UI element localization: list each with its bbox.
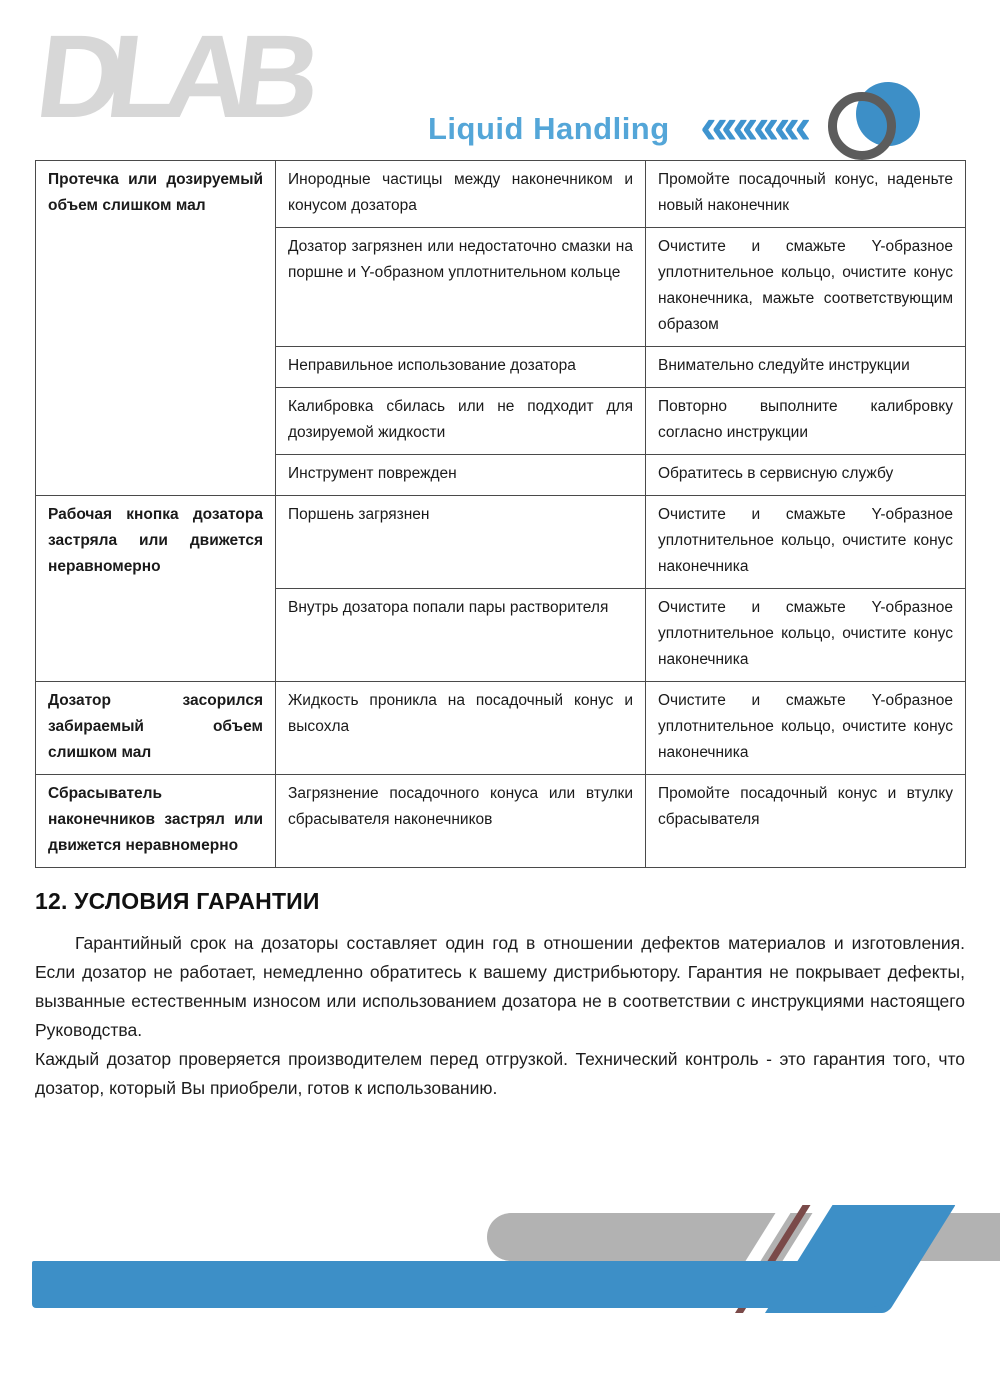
cause-cell: Инструмент поврежден [276, 455, 646, 496]
cause-cell: Загрязнение посадочного конуса или втулки сбрасывателя наконечников [276, 775, 646, 868]
ring-logo-icon [828, 78, 938, 162]
remedy-cell: Очистите и смажьте Y-образное уплотнительное кольцо, очистите конус наконечника, мажьте соответствующим образом [646, 228, 966, 347]
remedy-cell: Повторно выполните калибровку согласно инструкции [646, 388, 966, 455]
remedy-cell: Очистите и смажьте Y-образное уплотнительное кольцо, очистите конус наконечника [646, 496, 966, 589]
warranty-paragraph-1: Гарантийный срок на дозаторы составляет один год в отношении дефектов материалов и изготовления. Если дозатор не работает, немедленно обратитесь к вашему дистрибьютору. Гарантия не покрывает дефекты, вызванные естественным износом или использованием дозатора не в соответствии с инструкциями настоящего Руководства. [35, 933, 965, 1040]
remedy-cell: Очистите и смажьте Y-образное уплотнительное кольцо, очистите конус наконечника [646, 589, 966, 682]
cause-cell: Внутрь дозатора попали пары растворителя [276, 589, 646, 682]
brand-row [428, 100, 804, 158]
swoosh-blue-band [32, 1261, 910, 1308]
table-row [36, 775, 966, 868]
remedy-cell: Очистите и смажьте Y-образное уплотнительное кольцо, очистите конус наконечника [646, 682, 966, 775]
header [0, 0, 1000, 160]
brand-title: Liquid Handling [428, 111, 670, 146]
warranty-heading: 12. УСЛОВИЯ ГАРАНТИИ [35, 888, 320, 914]
main-content [35, 160, 965, 1103]
cause-cell: Поршень загрязнен [276, 496, 646, 589]
remedy-cell: Промойте посадочный конус, наденьте новый наконечник [646, 161, 966, 228]
cause-cell: Дозатор загрязнен или недостаточно смазки на поршне и Y-образном уплотнительном кольце [276, 228, 646, 347]
cause-cell: Калибровка сбилась или не подходит для дозируемой жидкости [276, 388, 646, 455]
warranty-paragraph-2: Каждый дозатор проверяется производителем перед отгрузкой. Технический контроль - это гарантия того, что дозатор, который Вы приобрели, готов к использованию. [35, 1049, 965, 1098]
table-row [36, 682, 966, 775]
problem-cell: Рабочая кнопка дозатора застряла или движется неравномерно [36, 496, 276, 682]
problem-cell: Протечка или дозируемый объем слишком мал [36, 161, 276, 496]
table-row [36, 161, 966, 228]
footer-swoosh [0, 1205, 1000, 1393]
chevrons-icon: ««««« [700, 98, 805, 154]
cause-cell: Неправильное использование дозатора [276, 347, 646, 388]
problem-cell: Дозатор засорился забираемый объем слишком мал [36, 682, 276, 775]
warranty-section [35, 888, 965, 1103]
remedy-cell: Обратитесь в сервисную службу [646, 455, 966, 496]
problem-cell: Сбрасыватель наконечников застрял или движется неравномерно [36, 775, 276, 868]
cause-cell: Жидкость проникла на посадочный конус и высохла [276, 682, 646, 775]
remedy-cell: Внимательно следуйте инструкции [646, 347, 966, 388]
table-row [36, 496, 966, 589]
gray-ring-icon [828, 92, 896, 160]
troubleshooting-table [35, 160, 966, 868]
remedy-cell: Промойте посадочный конус и втулку сбрасывателя [646, 775, 966, 868]
dlab-logo: DLAB [29, 11, 313, 143]
cause-cell: Инородные частицы между наконечником и конусом дозатора [276, 161, 646, 228]
